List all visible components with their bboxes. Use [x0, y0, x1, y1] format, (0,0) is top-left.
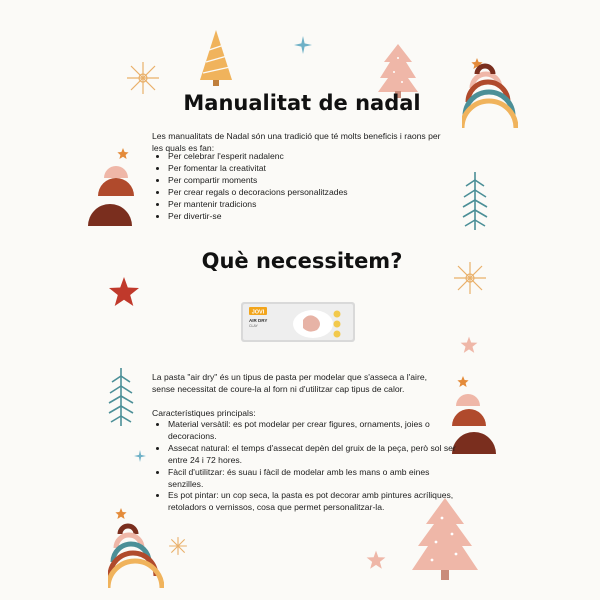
clay-package-image — [241, 298, 355, 346]
list-item: • Material versàtil: es pot modelar per crear figures, ornaments, joies o decoracions. — [168, 419, 462, 443]
list-item: • Per fomentar la creativitat — [168, 163, 458, 175]
star-icon — [108, 276, 140, 308]
list-item: • Fàcil d'utilitzar: és suau i fàcil de modelar amb les mans o amb eines senzilles. — [168, 467, 462, 491]
pine-branch-icon — [460, 170, 490, 232]
snowflake-icon — [452, 260, 488, 296]
list-item: • Assecat natural: el temps d'assecat depèn del gruix de la peça, però sol ser entre 24 i 72 hores. — [168, 443, 462, 467]
stacked-tree-icon — [86, 148, 134, 228]
rainbow-tree-icon — [108, 508, 164, 590]
christmas-tree-icon — [198, 30, 234, 86]
star-icon — [460, 336, 478, 354]
section-title: Què necessitem? — [201, 249, 403, 273]
description-paragraph: La pasta "air dry" és un tipus de pasta per modelar que s'asseca a l'aire, sense necessitat de coure-la al forn ni d'utilitzar cap tipus de calor. — [152, 372, 427, 394]
list-item: • Per mantenir tradicions — [168, 199, 458, 211]
brand-label: JOVI — [251, 309, 265, 316]
list-item: • Per crear regals o decoracions personalitzades — [168, 187, 458, 199]
features-heading: Característiques principals: — [152, 408, 256, 418]
reasons-list — [154, 151, 458, 222]
list-item: • Es pot pintar: un cop seca, la pasta es pot decorar amb pintures acríliques, retoladors o vernissos, cosa que permet personalitzar-la. — [168, 490, 462, 514]
intro-paragraph: Les manualitats de Nadal són una tradició que té molts beneficis i raons per les quals es fan: — [152, 131, 441, 153]
features-list — [154, 419, 462, 514]
product-type-label: CLAY — [249, 324, 258, 328]
rainbow-tree-icon — [462, 50, 518, 130]
star-icon — [294, 36, 312, 54]
list-item: • Per compartir moments — [168, 175, 458, 187]
list-item: • Per divertir-se — [168, 211, 458, 223]
snowflake-icon — [168, 536, 188, 556]
pine-branch-icon — [106, 366, 136, 428]
list-item: • Per celebrar l'esperit nadalenc — [168, 151, 458, 163]
star-icon — [366, 550, 386, 570]
star-icon — [134, 450, 146, 462]
page-title: Manualitat de nadal — [183, 91, 421, 115]
product-name-label: AIR DRY — [249, 318, 268, 323]
